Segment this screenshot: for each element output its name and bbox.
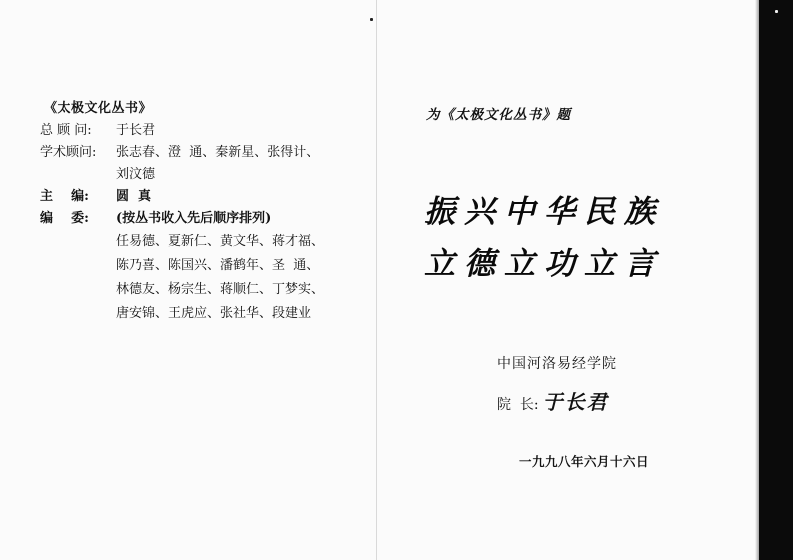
chief-editor-label: 主 编: <box>40 189 89 204</box>
scan-edge-shadow <box>759 0 793 560</box>
editorial-board-row <box>40 208 370 230</box>
page-gutter <box>376 0 377 560</box>
signature-organization: 中国河洛易经学院 <box>497 356 617 372</box>
academic-advisors-value: 张志春、澄 通、秦新星、张得计、 <box>116 145 320 160</box>
scan-speck <box>370 18 373 21</box>
president-label: 院 长: <box>497 397 539 413</box>
editorial-board-note: (按丛书收入先后顺序排列) <box>116 211 272 226</box>
signature-president <box>497 386 609 415</box>
board-members-line: 任易德、夏新仁、黄文华、蒋才福、 <box>116 234 325 249</box>
signature-date: 一九九八年六月十六日 <box>519 454 650 469</box>
calligraphy-line-2: 立德立功立言 <box>424 246 664 282</box>
inscription-header: 为《太极文化丛书》题 <box>426 107 571 123</box>
calligraphy-line-1: 振兴中华民族 <box>424 194 664 230</box>
president-signature: 于长君 <box>542 390 609 414</box>
editorial-board-label: 编 委: <box>40 211 89 226</box>
board-members-line: 林德友、杨宗生、蒋顺仁、丁梦实、 <box>116 282 325 297</box>
academic-advisors-label: 学术顾问: <box>40 145 97 160</box>
series-title: 《太极文化丛书》 <box>44 101 153 116</box>
general-advisor-label: 总 顾 问: <box>40 123 92 138</box>
chief-editor-value: 圆 真 <box>116 189 152 204</box>
academic-advisors-continued: 刘汶德 <box>116 167 156 182</box>
chief-editor-row <box>40 186 370 208</box>
academic-advisors-row <box>40 142 370 164</box>
board-members-line: 唐安锦、王虎应、张社华、段建业 <box>116 306 312 321</box>
general-advisor-value: 于长君 <box>116 123 156 138</box>
board-members-line: 陈乃喜、陈国兴、潘鹤年、圣 通、 <box>116 258 320 273</box>
scan-speck <box>775 10 778 13</box>
general-advisor-row <box>40 120 370 142</box>
editorial-credits <box>40 98 370 326</box>
